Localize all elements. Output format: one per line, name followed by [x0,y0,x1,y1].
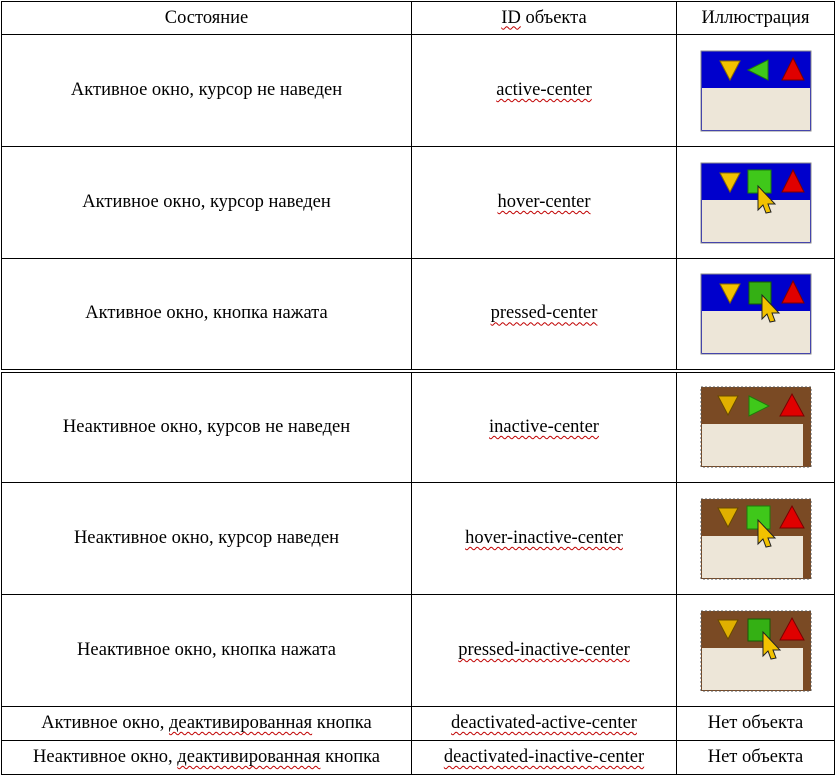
state-text-pre: Неактивное окно, [32,747,178,767]
illustration-inactive-hover [701,499,811,579]
cell-state: Активное окно, курсор наведен [2,147,412,259]
object-id-text: pressed-center [490,303,598,324]
cell-illustration [677,483,835,595]
table-row [2,259,835,371]
header-state: Состояние [2,2,412,35]
table-header-row [2,2,835,35]
cell-state: Неактивное окно, курсор наведен [2,483,412,595]
state-text-pre: Активное окно, [41,713,169,733]
state-text-word: деактивированная [168,713,313,733]
object-id-text: active-center [496,80,592,100]
cell-illustration [677,35,835,147]
object-id-text: hover-inactive-center [465,528,623,548]
cell-illustration: Нет объекта [677,741,835,775]
states-table [1,1,835,775]
cell-illustration [677,371,835,483]
cell-object-id [412,259,677,371]
cell-state [2,707,412,741]
cell-state: Активное окно, кнопка нажата [2,259,412,371]
header-id-rest: объекта [520,7,587,28]
table-row [2,35,835,147]
illustration-inactive-normal [701,387,811,467]
object-id-text: deactivated-inactive-center [443,747,645,767]
cell-illustration [677,147,835,259]
object-id-text: inactive-center [489,416,599,437]
cell-object-id [412,371,677,483]
cell-illustration [677,595,835,707]
cell-state: Неактивное окно, курсов не наведен [2,371,412,483]
table-row [2,595,835,707]
illustration-inactive-pressed [701,611,811,691]
window-body [702,88,810,130]
cell-object-id [412,483,677,595]
illustration-active-pressed [701,274,811,354]
window-body [702,311,810,353]
table-row [2,147,835,259]
cell-object-id [412,741,677,775]
cell-state: Неактивное окно, кнопка нажата [2,595,412,707]
header-object-id [412,2,677,35]
state-text-post: кнопка [312,713,372,733]
window-body [702,200,810,242]
header-id-word: ID [501,7,521,28]
state-text-word: деактивированная [177,747,321,767]
cell-object-id [412,707,677,741]
table-row [2,371,835,483]
state-text-post: кнопка [320,747,381,767]
window-body [702,536,803,578]
window-body [702,648,803,690]
table-row [2,707,835,741]
cell-object-id [412,147,677,259]
window-body [702,424,803,466]
cell-state [2,741,412,775]
table-row [2,483,835,595]
object-id-text: pressed-inactive-center [458,640,630,660]
cell-state: Активное окно, курсор не наведен [2,35,412,147]
object-id-text: deactivated-active-center [451,713,637,733]
cell-object-id [412,35,677,147]
illustration-active-normal [701,51,811,131]
cell-object-id [412,595,677,707]
cell-illustration: Нет объекта [677,707,835,741]
cell-illustration [677,259,835,371]
object-id-text: hover-center [497,192,591,212]
table-row [2,741,835,775]
header-illustration: Иллюстрация [677,2,835,35]
illustration-active-hover [701,163,811,243]
